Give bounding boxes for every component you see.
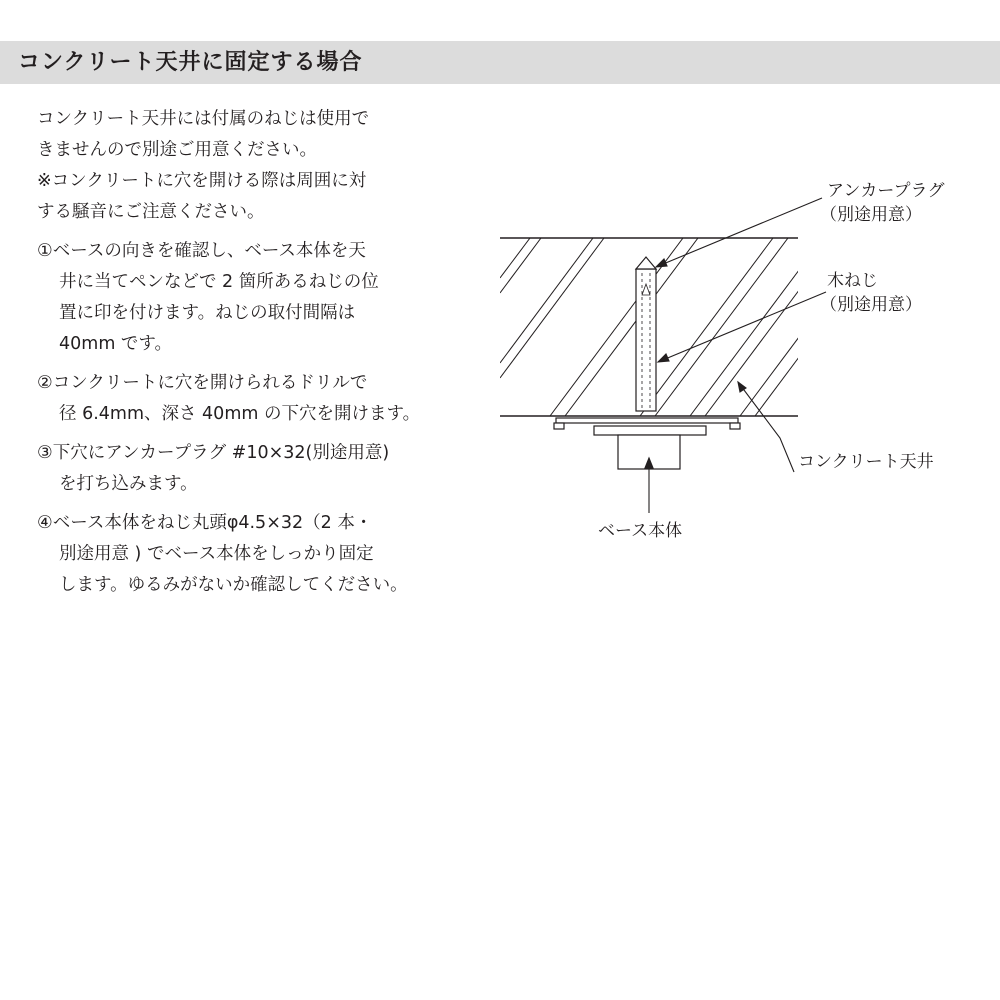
step-line: 別途用意 ) でベース本体をしっかり固定 [59, 544, 374, 564]
step-line: 径 6.4mm、深さ 40mm の下穴を開けます。 [59, 404, 421, 424]
concrete-ceiling-slab [500, 238, 888, 416]
intro-paragraph [37, 104, 467, 228]
step-line: ①ベースの向きを確認し、ベース本体を天 [37, 241, 366, 261]
step-line: を打ち込みます。 [59, 474, 198, 494]
section-header [0, 41, 1000, 84]
section-title: コンクリート天井に固定する場合 [18, 50, 363, 75]
step-line: ②コンクリートに穴を開けられるドリルで [37, 373, 368, 393]
concrete-ceiling-label: コンクリート天井 [798, 452, 934, 472]
step-1 [37, 236, 467, 360]
instruction-text [37, 104, 467, 609]
step-line: ④ベース本体をねじ丸頭φ4.5×32（2 本・ [37, 513, 373, 533]
base-body-label: ベース本体 [598, 521, 683, 541]
intro-line: コンクリート天井には付属のねじは使用で [37, 109, 370, 129]
step-2 [37, 368, 467, 430]
anchor-plug-label: アンカープラグ [827, 181, 945, 201]
step-3 [37, 438, 467, 500]
step-line: ③下穴にアンカープラグ #10×32(別途用意) [37, 443, 390, 463]
step-4 [37, 508, 467, 601]
anchor-plug-note: （別途用意） [820, 205, 922, 225]
step-line: 40mm です。 [59, 334, 173, 354]
wood-screw-label: 木ねじ [827, 271, 878, 291]
caution-line: ※コンクリートに穴を開ける際は周囲に対 [37, 171, 367, 191]
intro-line: きませんので別途ご用意ください。 [37, 140, 317, 160]
installation-diagram [490, 170, 990, 570]
step-line: 井に当てペンなどで 2 箇所あるねじの位 [59, 272, 379, 292]
base-body-shape [554, 418, 740, 469]
wood-screw-note: （別途用意） [820, 295, 922, 315]
step-line: 置に印を付けます。ねじの取付間隔は [59, 303, 356, 323]
anchor-plug-shape [636, 257, 656, 411]
caution-line: する騒音にご注意ください。 [37, 202, 265, 222]
step-line: します。ゆるみがないか確認してください。 [59, 575, 408, 595]
